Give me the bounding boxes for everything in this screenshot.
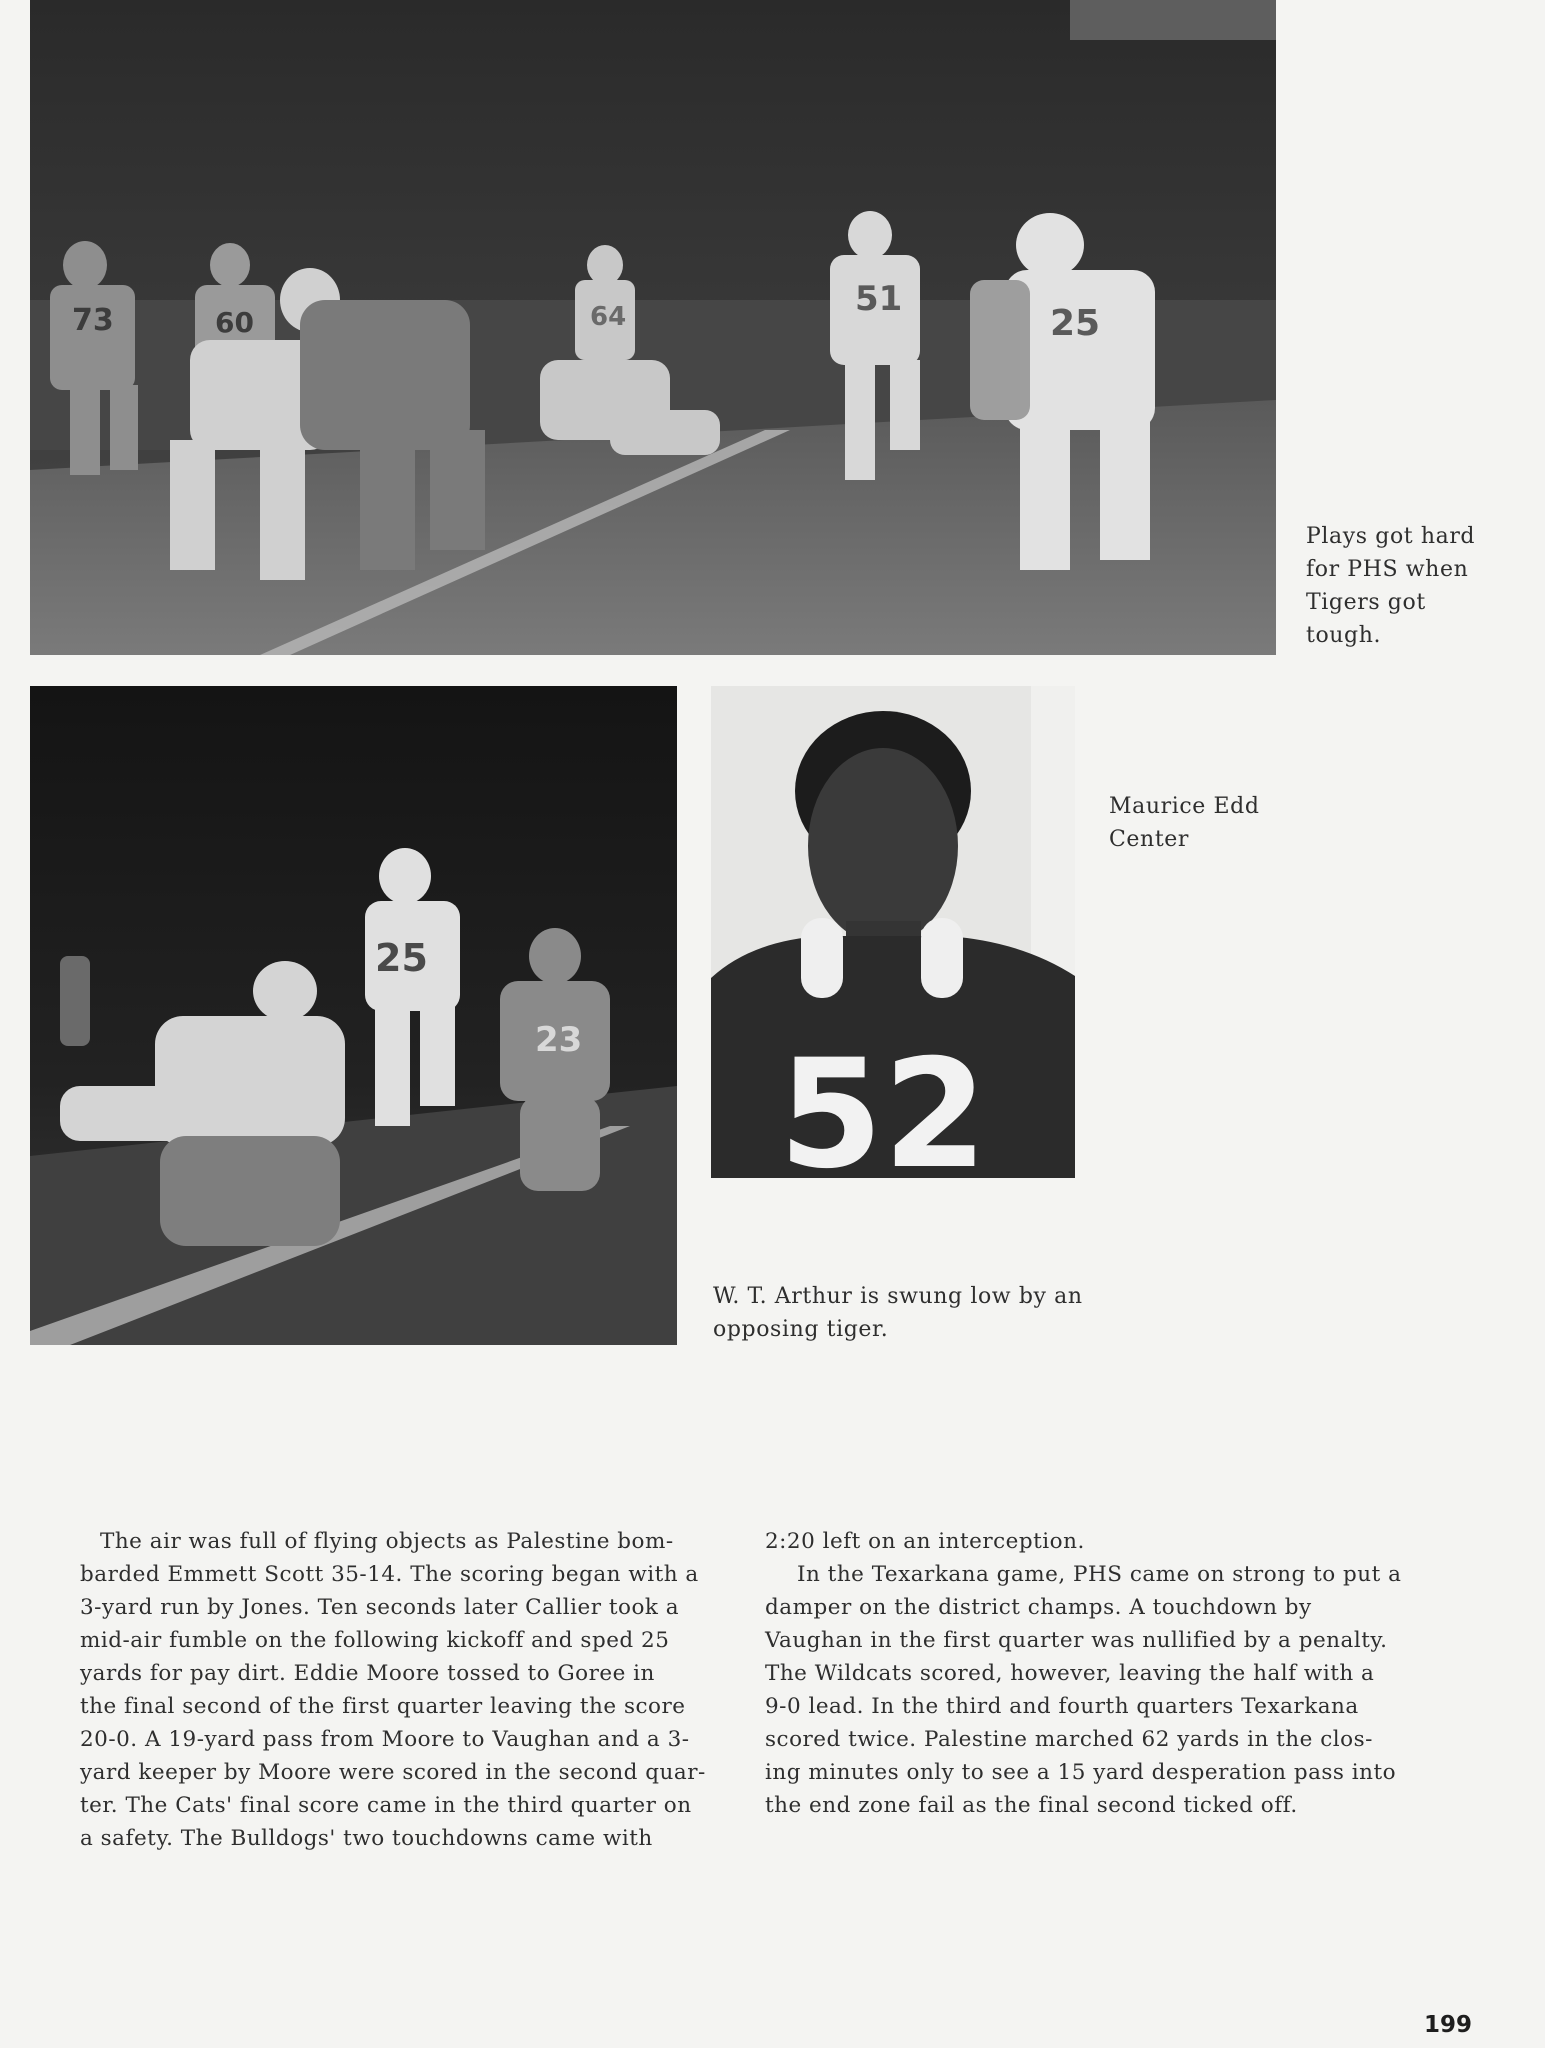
article-line: the final second of the first quarter leaving the score <box>80 1694 686 1719</box>
jersey-number-25-bottom: 25 <box>375 936 428 980</box>
page-number: 199 <box>1423 2012 1472 2038</box>
article-line: damper on the district champs. A touchdown by <box>765 1595 1312 1620</box>
article-line: the end zone fail as the final second ticked off. <box>765 1793 1298 1818</box>
jersey-number-64: 64 <box>590 302 627 332</box>
article-line: a safety. The Bulldogs' two touchdowns came with <box>80 1826 653 1851</box>
article-line: 3-yard run by Jones. Ten seconds later Callier took a <box>80 1595 680 1620</box>
article-line: In the Texarkana game, PHS came on strong to put a <box>797 1562 1402 1587</box>
photo-top-image <box>30 0 1276 655</box>
article-column-left <box>80 1525 706 1855</box>
article-line: ing minutes only to see a 15 yard desperation pass into <box>765 1760 1397 1785</box>
caption-portrait: Maurice Edd Center <box>1109 794 1260 852</box>
photo-tackle-image <box>30 686 677 1345</box>
article-line: scored twice. Palestine marched 62 yards in the clos- <box>765 1727 1373 1752</box>
article-column-right <box>765 1525 1405 1822</box>
jersey-number-25-top: 25 <box>1050 303 1101 344</box>
caption-top-photo: Plays got hard for PHS when Tigers got tough. <box>1306 524 1476 648</box>
photo-tackle <box>30 686 677 1345</box>
article-line: yards for pay dirt. Eddie Moore tossed to Goree in <box>80 1661 655 1686</box>
article-line: Vaughan in the first quarter was nullified by a penalty. <box>765 1628 1388 1653</box>
article-line: 2:20 left on an interception. <box>765 1529 1085 1554</box>
article-line: The air was full of flying objects as Palestine bom- <box>100 1529 674 1554</box>
article-line: mid-air fumble on the following kickoff and sped 25 <box>80 1628 670 1653</box>
article-line: 20-0. A 19-yard pass from Moore to Vaughan and a 3- <box>80 1727 690 1752</box>
article-line: 9-0 lead. In the third and fourth quarters Texarkana <box>765 1694 1359 1719</box>
caption-tackle-photo: W. T. Arthur is swung low by an opposing tiger. <box>713 1284 1083 1342</box>
photo-football-play-top <box>30 0 1276 655</box>
article-line: The Wildcats scored, however, leaving the half with a <box>765 1661 1375 1686</box>
jersey-number-23: 23 <box>535 1020 583 1060</box>
photo-portrait-maurice-edd <box>711 686 1075 1178</box>
article-line: barded Emmett Scott 35-14. The scoring began with a <box>80 1562 699 1587</box>
photo-portrait-image <box>711 686 1075 1178</box>
jersey-number-73: 73 <box>72 303 114 338</box>
jersey-number-60: 60 <box>215 306 254 339</box>
article-line: yard keeper by Moore were scored in the second quar- <box>80 1760 706 1785</box>
jersey-number-52: 52 <box>778 1028 988 1178</box>
article-line: ter. The Cats' final score came in the third quarter on <box>80 1793 692 1818</box>
jersey-number-51: 51 <box>855 279 903 319</box>
